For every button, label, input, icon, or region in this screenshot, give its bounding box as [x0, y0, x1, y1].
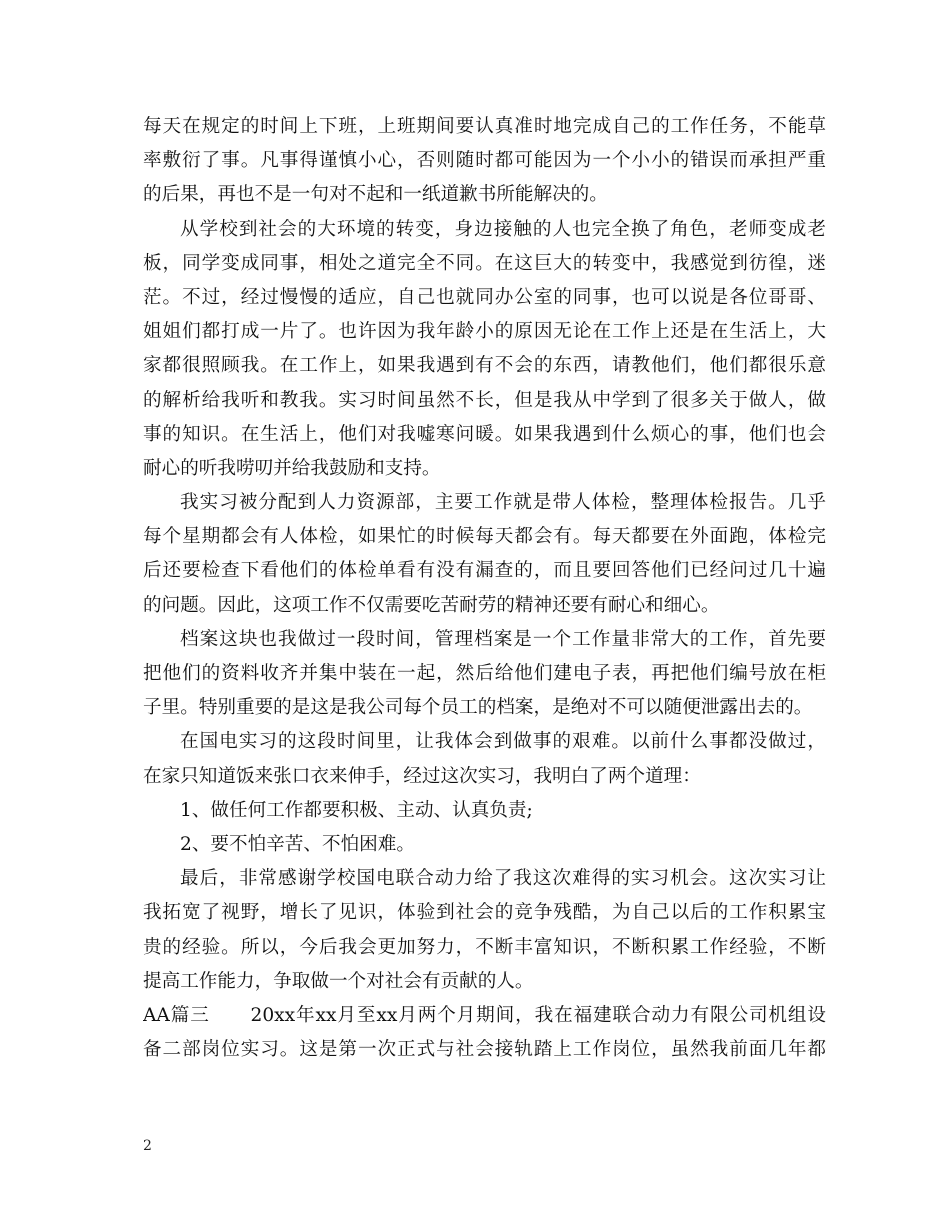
text-line: 在国电实习的这段时间里，让我体会到做事的艰难。以前什么事都没做过，: [180, 731, 826, 753]
text-line: 从学校到社会的大环境的转变，身边接触的人也完全换了角色，老师变成老: [180, 218, 826, 240]
text-line: 率敷衍了事。凡事得谨慎小心，否则随时都可能因为一个小小的错误而承担严重: [143, 150, 826, 172]
text-line: 姐姐们都打成一片了。也许因为我年龄小的原因无论在工作上还是在生活上，大: [143, 321, 826, 343]
text-line: 家都很照顾我。在工作上，如果我遇到有不会的东西，请教他们，他们都很乐意: [143, 355, 826, 377]
text-line: 后还要检查下看他们的体检单看有没有漏查的，而且要回答他们已经问过几十遍: [143, 560, 826, 582]
text-line: 把他们的资料收齐并集中装在一起，然后给他们建电子表，再把他们编号放在柜: [143, 663, 826, 684]
text-line: AA篇三 20xx年xx月至xx月两个月期间，我在福建联合动力有限公司机组设: [143, 1004, 826, 1026]
text-line: 耐心的听我唠叨并给我鼓励和支持。: [143, 457, 441, 479]
text-line: 每个星期都会有人体检，如果忙的时候每天都会有。每天都要在外面跑，体检完: [143, 526, 826, 548]
text-line: 的解析给我听和教我。实习时间虽然不长，但是我从中学到了很多关于做人，做: [143, 389, 826, 411]
text-line: 备二部岗位实习。这是第一次正式与社会接轨踏上工作岗位，虽然我前面几年都: [143, 1039, 826, 1061]
text-line: 最后，非常感谢学校国电联合动力给了我这次难得的实习机会。这次实习让: [180, 868, 826, 890]
text-line: 每天在规定的时间上下班，上班期间要认真准时地完成自己的工作任务，不能草: [143, 116, 826, 137]
page-number: 2: [143, 1138, 152, 1154]
text-line: 我拓宽了视野，增长了见识，体验到社会的竞争残酷，为自己以后的工作积累宝: [143, 902, 826, 924]
text-line: 在家只知道饭来张口衣来伸手，经过这次实习，我明白了两个道理：: [143, 765, 701, 787]
text-line: 1、做任何工作都要积极、主动、认真负责;: [180, 799, 533, 821]
document-body: [143, 110, 826, 1067]
text-line: 的后果，再也不是一句对不起和一纸道歉书所能解决的。: [143, 184, 608, 206]
text-line: 板，同学变成同事，相处之道完全不同。在这巨大的转变中，我感觉到彷徨，迷: [143, 252, 826, 274]
text-line: 档案这块也我做过一段时间，管理档案是一个工作量非常大的工作，首先要: [180, 628, 826, 650]
text-line: 2、要不怕辛苦、不怕困难。: [180, 833, 415, 855]
text-line: 茫。不过，经过慢慢的适应，自己也就同办公室的同事，也可以说是各位哥哥、: [143, 286, 826, 308]
text-line: 的问题。因此，这项工作不仅需要吃苦耐劳的精神还要有耐心和细心。: [143, 594, 720, 616]
text-line: 提高工作能力，争取做一个对社会有贡献的人。: [143, 970, 534, 992]
text-line: 我实习被分配到人力资源部，主要工作就是带人体检，整理体检报告。几乎: [180, 492, 826, 514]
text-line: 贵的经验。所以，今后我会更加努力，不断丰富知识，不断积累工作经验，不断: [143, 936, 826, 958]
text-line: 事的知识。在生活上，他们对我嘘寒问暖。如果我遇到什么烦心的事，他们也会: [143, 423, 826, 445]
text-line: 子里。特别重要的是这是我公司每个员工的档案，是绝对不可以随便泄露出去的。: [143, 697, 813, 719]
